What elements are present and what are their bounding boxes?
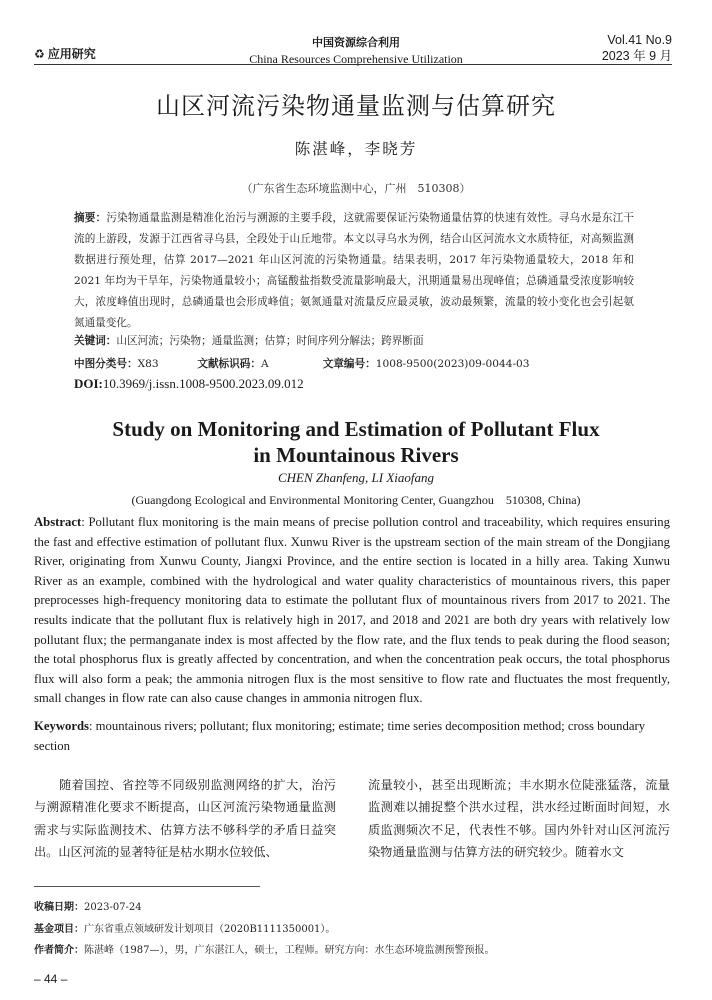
- issue-date: 2023 年 9 月: [601, 49, 672, 63]
- paper-title-cn: 山区河流污染物通量监测与估算研究: [156, 92, 556, 120]
- footnote-fund: [34, 920, 335, 935]
- keywords-en-text: : mountainous rivers; pollutant; flux monitoring; estimate; time series decomposition method; cross boundary section: [34, 719, 646, 753]
- paper-title-en: [0, 416, 712, 468]
- paper-title-en-line2: in Mountainous Rivers: [253, 443, 459, 467]
- abstract-cn: [74, 208, 634, 334]
- section-label-text: 应用研究: [47, 47, 96, 61]
- authors-cn: 陈湛峰，李晓芳: [294, 140, 418, 158]
- keywords-en-label: Keywords: [34, 719, 89, 733]
- abstract-en: [34, 513, 670, 709]
- doi-label: DOI:: [74, 376, 103, 391]
- affiliation-en: (Guangdong Ecological and Environmental Monitoring Center, Guangzhou 510308, China): [131, 493, 581, 507]
- header-divider: [34, 64, 672, 65]
- abstract-cn-label: 摘要：: [74, 212, 107, 224]
- author-bio-label: 作者简介：: [34, 945, 84, 956]
- body-column-left: 随着国控、省控等不同级别监测网络的扩大，治污与溯源精准化要求不断提高，山区河流污染物通量监测需求与实际监测技术、估算方法不够科学的矛盾日益突出。山区河流的显著特征是枯水期水位较低、: [34, 778, 336, 860]
- clc-label: 中图分类号：: [74, 358, 138, 370]
- doi-line: [74, 376, 304, 392]
- received-label: 收稿日期：: [34, 902, 84, 913]
- keywords-cn-label: 关键词：: [74, 335, 117, 347]
- classification-line: [74, 356, 530, 371]
- fund-value: 广东省重点领域研发计划项目（2020B1111350001）。: [84, 924, 336, 935]
- keywords-cn: [74, 333, 634, 349]
- received-value: 2023-07-24: [84, 902, 142, 913]
- body-column-right: 流量较小，甚至出现断流；丰水期水位陡涨猛落，流量监测难以捕捉整个洪水过程，洪水经过断面时间短，水质监测频次不足，代表性不够。国内外针对山区河流污染物通量监测与估算方法的研究较少。随着水文: [368, 778, 670, 860]
- footnote-divider: [34, 886, 260, 887]
- abstract-en-label: Abstract: [34, 515, 82, 529]
- clc-value: X83: [137, 358, 159, 370]
- paper-title-en-line1: Study on Monitoring and Estimation of Pollutant Flux: [112, 417, 600, 441]
- volume-number: Vol.41 No.9: [607, 33, 672, 47]
- issue-info: [602, 32, 672, 64]
- keywords-cn-text: 山区河流；污染物；通量监测；估算；时间序列分解法；跨界断面: [116, 335, 424, 347]
- journal-name-cn: 中国资源综合利用: [312, 36, 400, 49]
- abstract-cn-text: 污染物通量监测是精准化治污与溯源的主要手段，这就需要保证污染物通量估算的快速有效性。寻乌水是东江干流的上游段，发源于江西省寻乌县，全段处于山丘地带。本文以寻乌水为例，结合山区河流水文水质特征，对高频监测数据进行预处理，估算 2017—2021 年山区河流的污染物通量。结果表明，2017 年污染物通量较大，2018 年和 2021 年均为干旱年，污染物通量较小；高锰酸盐指数受流量影响最大，汛期通量易出现峰值；总磷通量受浓度影响较大，浓度峰值出现时，总磷通量也会形成峰值；氨氮通量对流量反应最灵敏，波动最频繁，流量的较小变化也会引起氨氮通量变化。: [74, 212, 635, 329]
- journal-name-en: China Resources Comprehensive Utilization: [249, 52, 463, 66]
- footnote-received: [34, 898, 142, 913]
- footnote-author: [34, 941, 494, 956]
- recycle-icon: ♻: [34, 47, 45, 61]
- doc-code-value: A: [260, 358, 269, 370]
- abstract-en-text: : Pollutant flux monitoring is the main means of precise pollution control and traceability, which requires ensuring the fast and effective estimation of pollutant flux. Xunwu River is the upstream section of the main stream of the Dongjiang River, originating from Xunwu County, Jiangxi Province, and the entire section is located in a hilly area. Taking Xunwu River as an example, combined with the hydrological and water quality characteristics of mountainous rivers, this paper preprocesses high-frequency monitoring data to estimate the pollutant flux of mountainous rivers from 2017 to 2021. The results indicate that the pollutant flux is relatively high in 2017, and 2018 and 2021 are both dry years with relatively low pollutant flux; the permanganate index is most affected by the flow rate, and the flux tends to peak during the flood season; the total phosphorus flux is greatly affected by concentration, and when the concentration peak occurs, the total phosphorus flux will also form a peak; the ammonia nitrogen flux is the most sensitive to flow rate and fluctuates the most frequently, small changes in flow rate can also cause changes in ammonia nitrogen flux.: [34, 515, 670, 706]
- article-number-label: 文章编号：: [322, 358, 376, 370]
- page-number: – 44 –: [34, 972, 68, 986]
- author-bio-value: 陈湛峰（1987—），男，广东湛江人，硕士，工程师。研究方向：水生态环境监测预警预报。: [84, 945, 495, 956]
- fund-label: 基金项目：: [34, 924, 84, 935]
- doc-code-label: 文献标识码：: [197, 358, 261, 370]
- article-number-value: 1008-9500(2023)09-0044-03: [375, 358, 530, 370]
- keywords-en: [34, 717, 670, 756]
- affiliation-cn: （广东省生态环境监测中心，广州 510308）: [241, 182, 471, 195]
- authors-en: CHEN Zhanfeng, LI Xiaofang: [277, 470, 434, 485]
- doi-value[interactable]: 10.3969/j.issn.1008-9500.2023.09.012: [102, 376, 304, 391]
